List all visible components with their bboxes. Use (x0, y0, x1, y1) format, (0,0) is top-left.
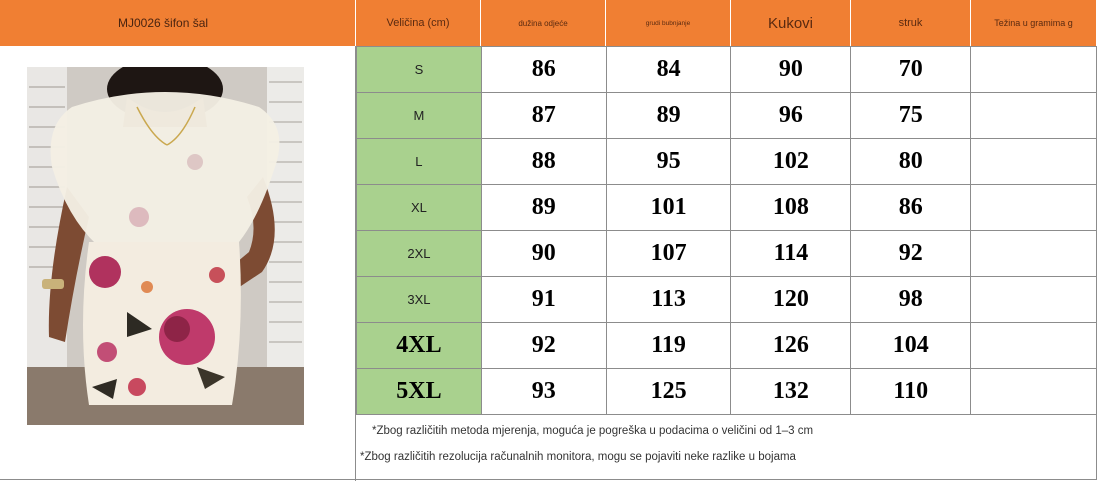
header-size: Veličina (cm) (356, 0, 481, 46)
length-cell: 93 (481, 369, 606, 415)
weight-cell (971, 47, 1097, 93)
length-cell: 86 (481, 47, 606, 93)
hips-cell: 96 (731, 93, 851, 139)
waist-cell: 70 (851, 47, 971, 93)
hips-cell: 120 (731, 277, 851, 323)
hips-cell: 126 (731, 323, 851, 369)
weight-cell (971, 139, 1097, 185)
hips-cell: 102 (731, 139, 851, 185)
size-cell: 3XL (357, 277, 482, 323)
size-cell: 4XL (357, 323, 482, 369)
header-weight: Težina u gramima g (971, 0, 1097, 46)
waist-cell: 104 (851, 323, 971, 369)
weight-cell (971, 231, 1097, 277)
header-waist: struk (851, 0, 971, 46)
size-cell: S (357, 47, 482, 93)
length-cell: 89 (481, 185, 606, 231)
product-title: MJ0026 šifon šal (0, 0, 356, 46)
waist-cell: 75 (851, 93, 971, 139)
waist-cell: 92 (851, 231, 971, 277)
header-bust: grudi bubnjanje (606, 0, 731, 46)
bust-cell: 107 (606, 231, 731, 277)
length-cell: 92 (481, 323, 606, 369)
size-cell: L (357, 139, 482, 185)
bust-cell: 89 (606, 93, 731, 139)
size-cell: XL (357, 185, 482, 231)
table-row (357, 47, 1097, 93)
table-row (357, 139, 1097, 185)
waist-cell: 110 (851, 369, 971, 415)
weight-cell (971, 369, 1097, 415)
length-cell: 90 (481, 231, 606, 277)
table-row (357, 93, 1097, 139)
size-cell: M (357, 93, 482, 139)
color-note: *Zbog različitih rezolucija računalnih monitora, mogu se pojaviti neke razlike u bojama (360, 451, 796, 463)
length-cell: 87 (481, 93, 606, 139)
hips-cell: 114 (731, 231, 851, 277)
size-cell: 5XL (357, 369, 482, 415)
bust-cell: 119 (606, 323, 731, 369)
header-hips: Kukovi (731, 0, 851, 46)
weight-cell (971, 185, 1097, 231)
bust-cell: 113 (606, 277, 731, 323)
hips-cell: 108 (731, 185, 851, 231)
product-photo (27, 67, 304, 425)
table-row (357, 185, 1097, 231)
table-row (357, 231, 1097, 277)
length-cell: 88 (481, 139, 606, 185)
hips-cell: 132 (731, 369, 851, 415)
header-length: dužina odjeće (481, 0, 606, 46)
measurement-note: *Zbog različitih metoda mjerenja, moguća je pogreška u podacima o veličini od 1–3 cm (372, 425, 814, 437)
bust-cell: 101 (606, 185, 731, 231)
table-row (357, 277, 1097, 323)
bust-cell: 84 (606, 47, 731, 93)
dress-illustration (27, 67, 304, 425)
table-row (357, 323, 1097, 369)
weight-cell (971, 93, 1097, 139)
size-cell: 2XL (357, 231, 482, 277)
hips-cell: 90 (731, 47, 851, 93)
length-cell: 91 (481, 277, 606, 323)
waist-cell: 86 (851, 185, 971, 231)
waist-cell: 80 (851, 139, 971, 185)
size-table (356, 46, 1097, 415)
bottom-border (0, 479, 1097, 480)
weight-cell (971, 323, 1097, 369)
weight-cell (971, 277, 1097, 323)
bust-cell: 125 (606, 369, 731, 415)
waist-cell: 98 (851, 277, 971, 323)
bust-cell: 95 (606, 139, 731, 185)
table-row (357, 369, 1097, 415)
